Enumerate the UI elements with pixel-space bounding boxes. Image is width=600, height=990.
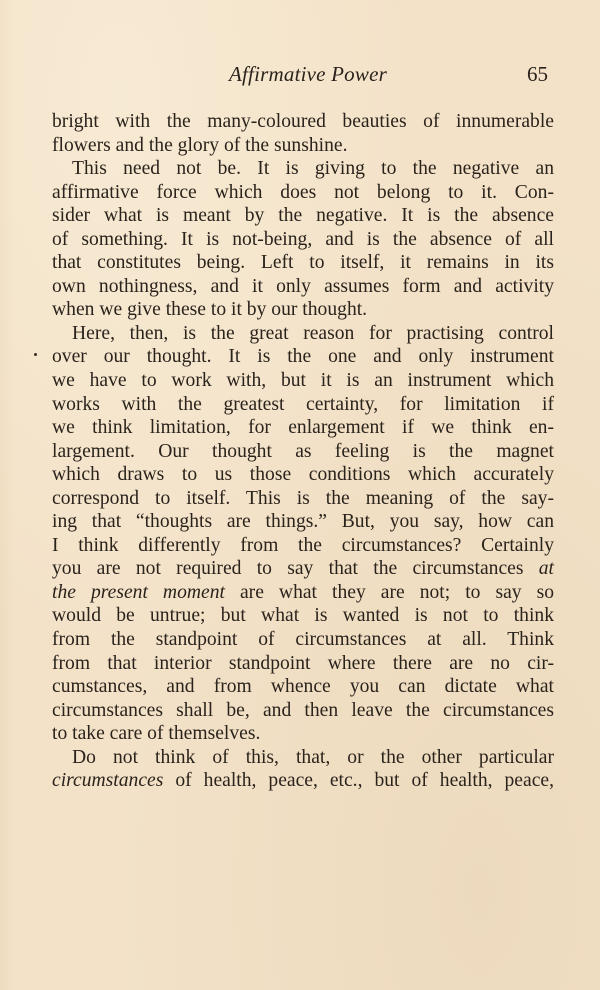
text-line: would be untrue; but what is wanted is not to think — [52, 605, 554, 627]
italic-emphasis: at — [538, 558, 554, 580]
running-head — [0, 62, 600, 92]
italic-emphasis: circumstances — [52, 770, 164, 792]
text-line: from the standpoint of circumstances at all. Think — [52, 629, 554, 651]
text-line: works with the greatest certainty, for limitation if — [52, 393, 554, 415]
text-line: correspond to itself. This is the meaning of the say- — [52, 487, 554, 509]
text-run: are what they are not; to say so — [224, 581, 555, 603]
text-line: that constitutes being. Left to itself, it remains in its — [52, 252, 554, 274]
text-line: we think limitation, for enlargement if we think en- — [52, 417, 554, 439]
text-line: sider what is meant by the negative. It is the absence — [52, 205, 554, 227]
text-line: largement. Our thought as feeling is the magnet — [52, 440, 554, 462]
print-speck — [34, 353, 37, 356]
text-line: I think differently from the circumstances? Certainly — [52, 534, 554, 556]
italic-emphasis: the present moment — [52, 581, 225, 603]
text-line: of something. It is not-being, and is the absence of all — [52, 228, 554, 250]
text-line — [52, 581, 554, 605]
page-number: 65 — [527, 62, 548, 86]
text-line: flowers and the glory of the sunshine. — [52, 134, 348, 156]
text-line: ing that “thoughts are things.” But, you say, how can — [52, 511, 554, 533]
paragraph-first-line: Here, then, is the great reason for practising control — [72, 322, 554, 344]
text-line: bright with the many-coloured beauties of innumerable — [52, 111, 554, 132]
text-line: we have to work with, but it is an instrument which — [52, 370, 554, 392]
text-line: over our thought. It is the one and only instrument — [52, 346, 554, 368]
running-title: Affirmative Power — [229, 62, 387, 86]
paragraph-first-line: This need not be. It is giving to the negative an — [72, 158, 554, 180]
text-line: own nothingness, and it only assumes form and activity — [52, 275, 554, 297]
text-line — [52, 557, 554, 581]
text-run: of health, peace, etc., but of health, peace, — [163, 770, 554, 792]
text-line: which draws to us those conditions which accurately — [52, 464, 554, 486]
text-line — [52, 769, 554, 793]
body-text — [52, 110, 554, 793]
paragraph-first-line: Do not think of this, that, or the other particular — [72, 746, 554, 768]
text-line: affirmative force which does not belong to it. Con- — [52, 181, 554, 203]
text-line: circumstances shall be, and then leave the circumstances — [52, 699, 554, 721]
text-line: from that interior standpoint where there are no cir- — [52, 652, 554, 674]
text-line: when we give these to it by our thought. — [52, 299, 368, 321]
text-line: to take care of themselves. — [52, 723, 261, 745]
text-run: you are not required to say that the circumstances — [52, 558, 539, 580]
text-line: cumstances, and from whence you can dictate what — [52, 676, 554, 698]
